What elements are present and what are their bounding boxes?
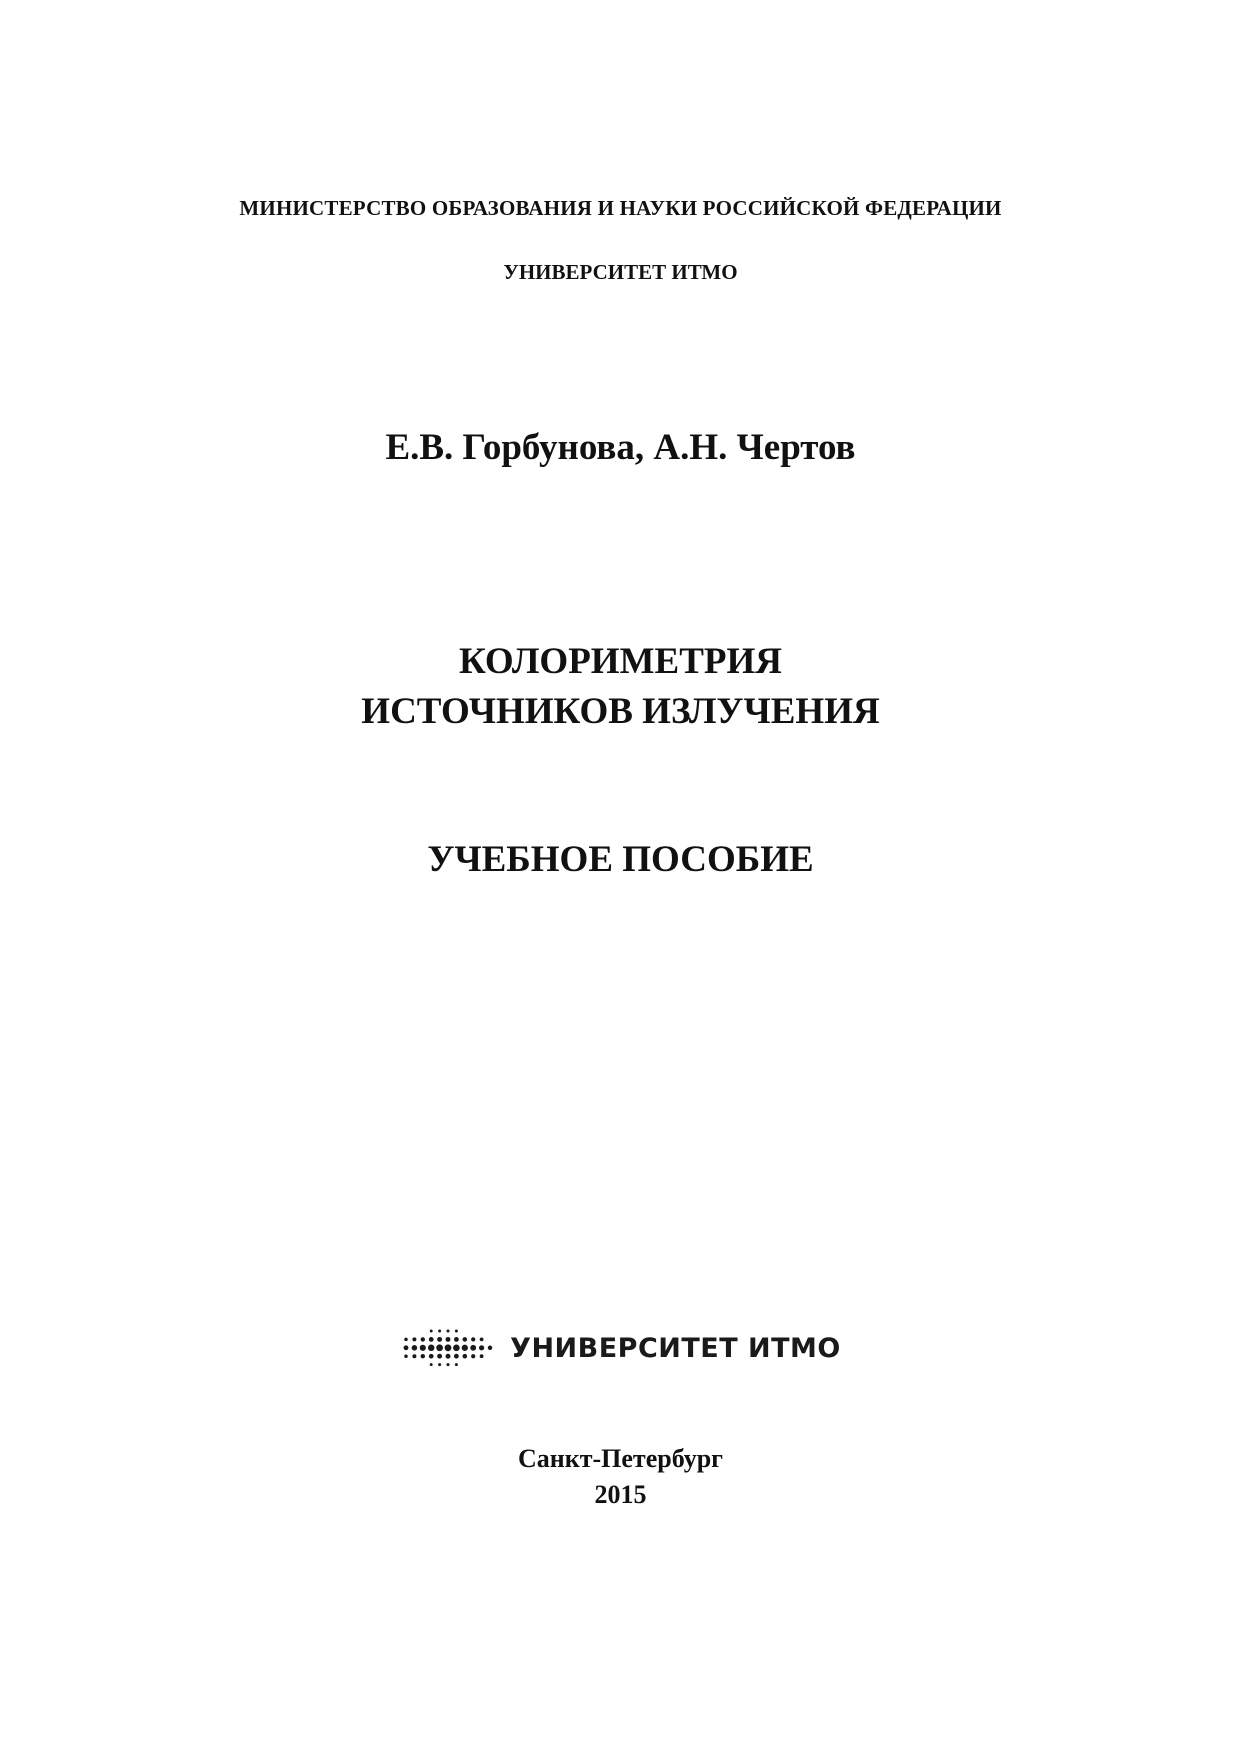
logo-dot bbox=[480, 1354, 484, 1358]
logo-dot bbox=[404, 1338, 408, 1342]
logo-dot bbox=[454, 1337, 459, 1342]
logo-dot bbox=[463, 1354, 468, 1359]
year: 2015 bbox=[594, 1480, 647, 1509]
logo-dot bbox=[446, 1354, 451, 1359]
logo-dot bbox=[479, 1345, 484, 1350]
logo-dot bbox=[447, 1363, 450, 1366]
logo-dot bbox=[430, 1330, 433, 1333]
logo-dot bbox=[421, 1337, 425, 1341]
city: Санкт-Петербург bbox=[518, 1444, 723, 1473]
logo-dot bbox=[454, 1354, 459, 1359]
logo-dot bbox=[470, 1345, 476, 1351]
logo-dot bbox=[430, 1363, 433, 1366]
logo-dot bbox=[429, 1337, 434, 1342]
itmo-dots-logo-icon bbox=[400, 1326, 496, 1370]
logo-dot bbox=[455, 1363, 458, 1366]
title-line-2: ИСТОЧНИКОВ ИЗЛУЧЕНИЯ bbox=[361, 691, 880, 732]
logo-dot bbox=[437, 1337, 442, 1342]
ministry-heading: МИНИСТЕРСТВО ОБРАЗОВАНИЯ И НАУКИ РОССИЙСКОЙ ФЕДЕРАЦИИ bbox=[239, 196, 1002, 220]
logo-dot bbox=[471, 1354, 475, 1358]
logo-dot bbox=[488, 1346, 493, 1351]
logo-dot bbox=[412, 1345, 418, 1351]
logo-dot bbox=[420, 1345, 426, 1351]
logo-dot bbox=[428, 1345, 435, 1352]
logo-dot bbox=[429, 1354, 434, 1359]
logo-dot bbox=[471, 1337, 475, 1341]
logo-dot bbox=[404, 1345, 409, 1350]
subtitle: УЧЕБНОЕ ПОСОБИЕ bbox=[427, 839, 814, 880]
logo-dot bbox=[462, 1345, 468, 1351]
logo-dot bbox=[455, 1330, 458, 1333]
university-heading: УНИВЕРСИТЕТ ИТМО bbox=[503, 260, 738, 284]
logo-dot bbox=[436, 1344, 443, 1351]
logo-dot bbox=[445, 1344, 452, 1351]
title-line-1: КОЛОРИМЕТРИЯ bbox=[459, 641, 782, 682]
logo-dot bbox=[446, 1337, 451, 1342]
logo-dot bbox=[480, 1338, 484, 1342]
logo-dot bbox=[437, 1354, 442, 1359]
logo-dot bbox=[404, 1354, 408, 1358]
logo-text: УНИВЕРСИТЕТ ИТМО bbox=[510, 1332, 841, 1364]
logo-dot bbox=[413, 1354, 417, 1358]
logo-dot bbox=[438, 1329, 441, 1332]
logo-dot bbox=[447, 1329, 450, 1332]
logo-dot bbox=[413, 1337, 417, 1341]
university-logo bbox=[0, 1326, 1241, 1370]
authors: Е.В. Горбунова, А.Н. Чертов bbox=[385, 427, 856, 468]
logo-dot bbox=[463, 1337, 468, 1342]
logo-dot bbox=[421, 1354, 425, 1358]
logo-dot bbox=[438, 1363, 441, 1366]
logo-dot bbox=[453, 1344, 460, 1351]
